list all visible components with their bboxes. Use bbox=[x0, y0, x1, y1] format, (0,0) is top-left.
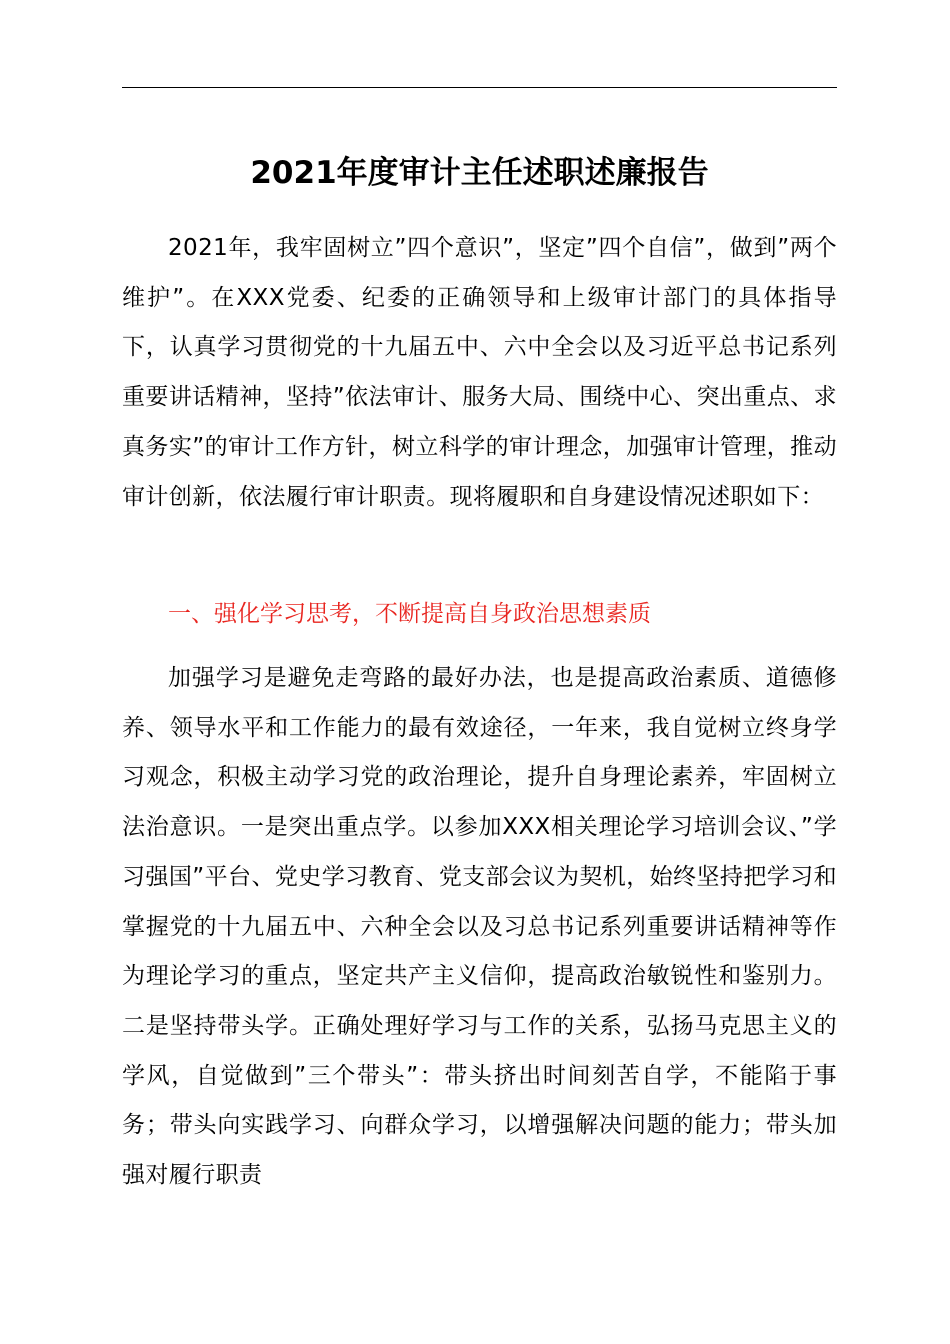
header-rule bbox=[122, 87, 837, 88]
intro-paragraph: 2021年，我牢固树立”四个意识”，坚定”四个自信”，做到”两个维护”。在XXX党委、纪委的正确领导和上级审计部门的具体指导下，认真学习贯彻党的十九届五中、六中全会以及习近平总书记系列重要讲话精神，坚持”依法审计、服务大局、围绕中心、突出重点、求真务实”的审计工作方针，树立科学的审计理念，加强审计管理，推动审计创新，依法履行审计职责。现将履职和自身建设情况述职如下： bbox=[122, 235, 837, 510]
document-title: 2021年度审计主任述职述廉报告 bbox=[250, 155, 709, 191]
study-paragraph: 加强学习是避免走弯路的最好办法，也是提高政治素质、道德修养、领导水平和工作能力的最有效途径，一年来，我自觉树立终身学习观念，积极主动学习党的政治理论，提升自身理论素养，牢固树立法治意识。一是突出重点学。以参加XXX相关理论学习培训会议、”学习强国”平台、党史学习教育、党支部会议为契机，始终坚持把学习和掌握党的十九届五中、六种全会以及习总书记系列重要讲话精神等作为理论学习的重点，坚定共产主义信仰，提高政治敏锐性和鉴别力。二是坚持带头学。正确处理好学习与工作的关系，弘扬马克思主义的学风，自觉做到”三个带头”：带头挤出时间刻苦自学，不能陷于事务；带头向实践学习、向群众学习，以增强解决问题的能力；带头加强对履行职责 bbox=[122, 665, 837, 1189]
section-heading: 一、强化学习思考，不断提高自身政治思想素质 bbox=[168, 601, 651, 627]
